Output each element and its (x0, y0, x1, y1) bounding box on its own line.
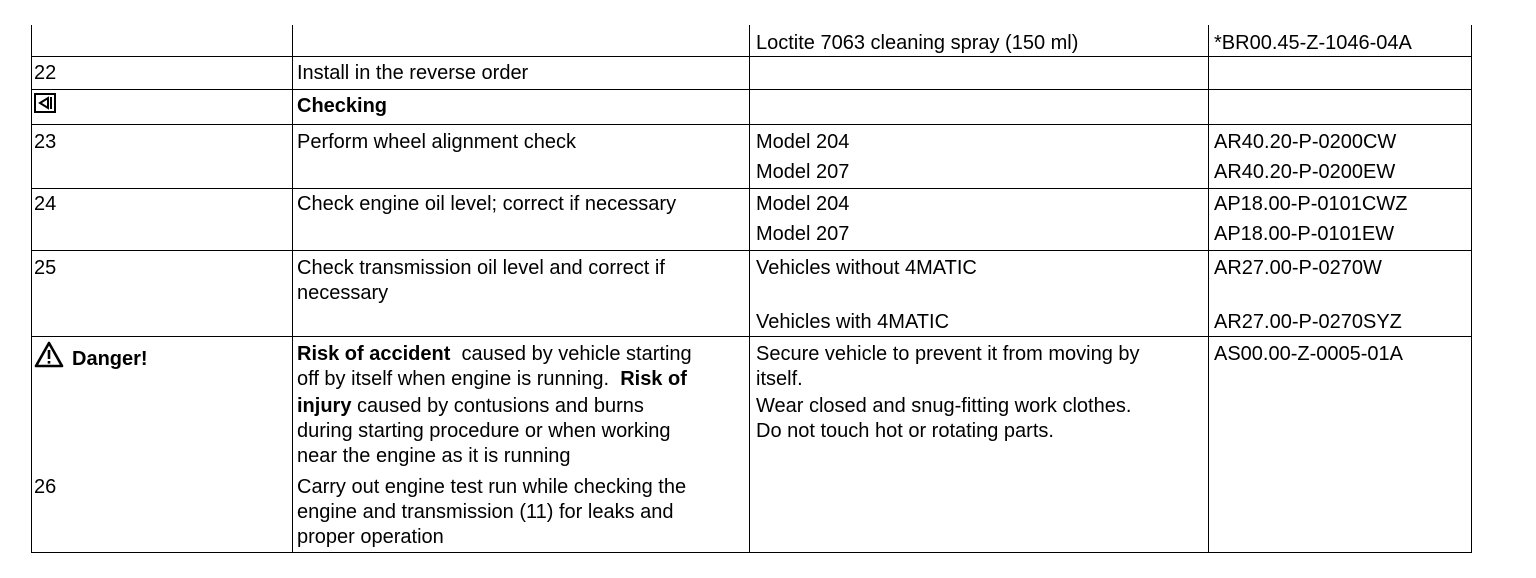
step-number: 23 (34, 131, 57, 153)
danger-label: Danger! (72, 348, 148, 370)
step-text: Check engine oil level; correct if necessary (297, 193, 677, 215)
hazard-text: caused by contusions and burns (357, 395, 644, 417)
step-text: Perform wheel alignment check (297, 131, 577, 153)
model-label: Model 207 (756, 161, 850, 183)
column-divider-2 (749, 25, 750, 553)
model-label: Vehicles without 4MATIC (756, 257, 977, 279)
model-label: Model 204 (756, 131, 850, 153)
risk-of-injury: Risk of (620, 368, 687, 390)
model-label: Model 204 (756, 193, 850, 215)
table-border-right (1471, 25, 1472, 553)
row-divider (31, 56, 1472, 57)
reference-number: AS00.00-Z-0005-01A (1214, 343, 1404, 365)
step-number: 26 (34, 476, 57, 498)
table-border-left (31, 25, 32, 553)
step-number: 22 (34, 62, 57, 84)
reference-number: AP18.00-P-0101EW (1214, 223, 1395, 245)
step-text: Check transmission oil level and correct if (297, 257, 665, 279)
step-number: 25 (34, 257, 57, 279)
model-label: Vehicles with 4MATIC (756, 311, 950, 333)
reference-number: AR40.20-P-0200CW (1214, 131, 1397, 153)
material-part-number: *BR00.45-Z-1046-04A (1214, 32, 1412, 54)
risk-of-accident: Risk of accident (297, 343, 451, 365)
hazard-text-line (297, 342, 692, 367)
hazard-text: off by itself when engine is running. (297, 368, 610, 390)
row-divider (31, 89, 1472, 90)
step-text: engine and transmission (11) for leaks and (297, 501, 674, 523)
hazard-text-line (297, 367, 687, 392)
step-text: necessary (297, 282, 389, 304)
hazard-text-line: near the engine as it is running (297, 445, 571, 467)
hazard-text-line: during starting procedure or when working (297, 420, 671, 442)
model-label: Model 207 (756, 223, 850, 245)
hazard-text: caused by vehicle starting (461, 343, 692, 365)
column-divider-3 (1208, 25, 1209, 553)
risk-of-injury: injury (297, 395, 352, 417)
table-border-bottom (31, 552, 1472, 553)
row-divider (31, 124, 1472, 125)
step-text: Carry out engine test run while checking the (297, 476, 687, 498)
column-divider-1 (292, 25, 293, 553)
row-divider (31, 250, 1472, 251)
reference-number: AR27.00-P-0270W (1214, 257, 1382, 279)
reference-number: AR27.00-P-0270SYZ (1214, 311, 1402, 333)
safety-measure-line: Wear closed and snug-fitting work clothes. (756, 395, 1132, 417)
material-name: Loctite 7063 cleaning spray (150 ml) (756, 32, 1079, 54)
step-number: 24 (34, 193, 57, 215)
step-text: Install in the reverse order (297, 62, 529, 84)
row-divider (31, 188, 1472, 189)
hazard-text-line (297, 394, 644, 419)
reference-number: AP18.00-P-0101CWZ (1214, 193, 1408, 215)
safety-measure-line: Do not touch hot or rotating parts. (756, 420, 1054, 442)
reference-number: AR40.20-P-0200EW (1214, 161, 1396, 183)
safety-measure-line: Secure vehicle to prevent it from moving by (756, 343, 1140, 365)
warning-triangle-icon (34, 341, 68, 369)
safety-measure-line: itself. (756, 368, 803, 390)
section-heading-checking: Checking (297, 95, 388, 117)
checking-box-arrow-icon (34, 93, 56, 113)
row-divider (31, 336, 1472, 337)
step-text: proper operation (297, 526, 444, 548)
